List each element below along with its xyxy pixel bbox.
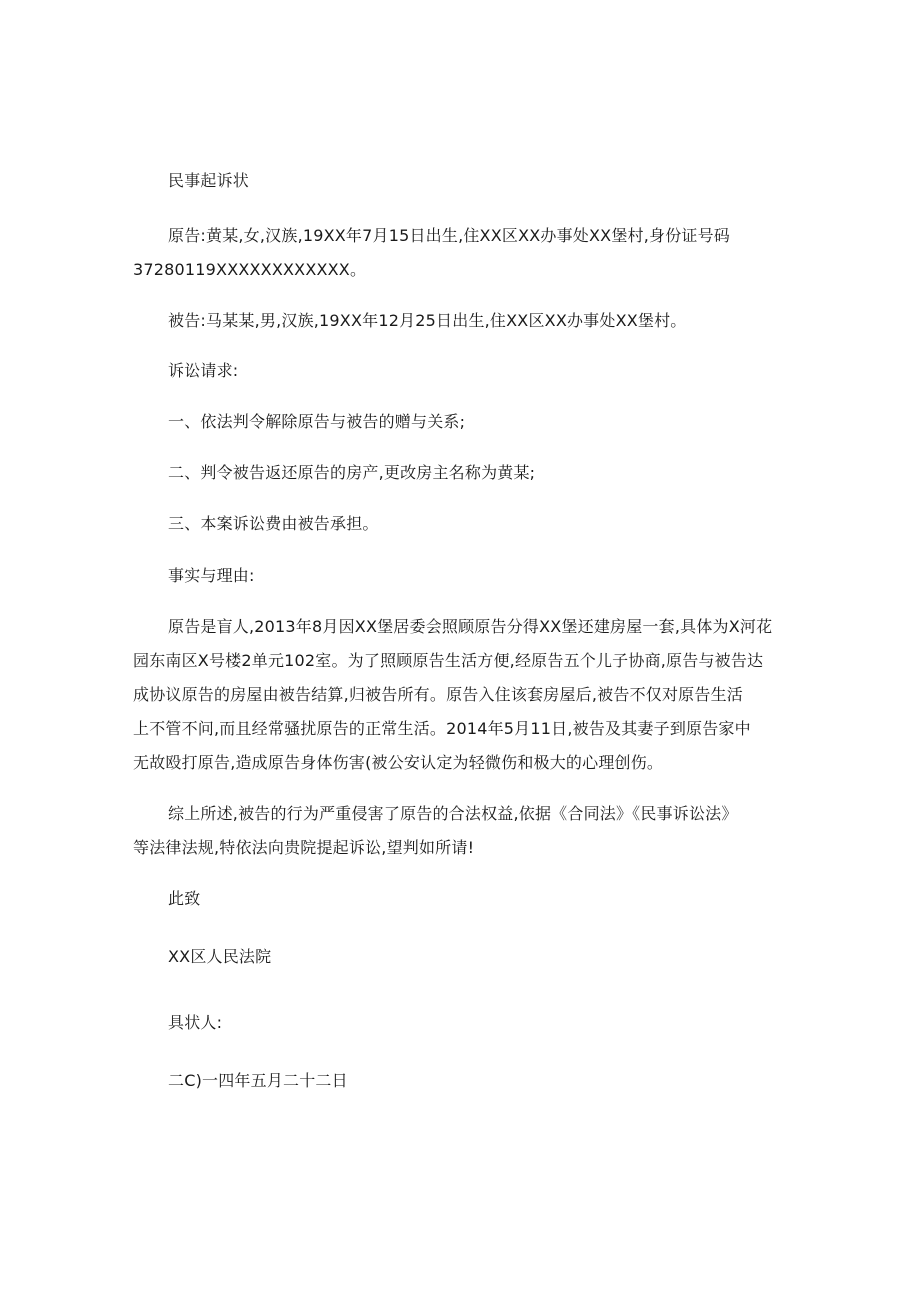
facts-line-4: 上不管不问,而且经常骚扰原告的正常生活。2014年5月11日,被告及其妻子到原告家中 — [133, 719, 751, 738]
court-name: XX区人民法院 — [168, 947, 272, 966]
defendant-line: 被告:马某某,男,汉族,19XX年12月25日出生,住XX区XX办事处XX堡村。 — [168, 311, 687, 330]
facts-heading: 事实与理由: — [168, 566, 255, 585]
document-title: 民事起诉状 — [168, 171, 250, 190]
conclusion-line-2: 等法律法规,特依法向贵院提起诉讼,望判如所请! — [133, 838, 475, 857]
facts-line-3: 成协议原告的房屋由被告结算,归被告所有。原告入住该套房屋后,被告不仅对原告生活 — [133, 685, 743, 704]
signer-label: 具状人: — [168, 1013, 223, 1032]
document-date: 二C)一四年五月二十二日 — [168, 1071, 348, 1090]
plaintiff-line-1: 原告:黄某,女,汉族,19XX年7月15日出生,住XX区XX办事处XX堡村,身份证号码 — [168, 226, 731, 245]
claim-item-3: 三、本案诉讼费由被告承担。 — [168, 514, 379, 533]
claim-item-1: 一、依法判令解除原告与被告的赠与关系; — [168, 412, 466, 431]
facts-line-2: 园东南区X号楼2单元102室。为了照顾原告生活方便,经原告五个儿子协商,原告与被告达 — [133, 651, 764, 670]
plaintiff-line-2: 37280119XXXXXXXXXXXX。 — [133, 260, 367, 279]
facts-line-5: 无故殴打原告,造成原告身体伤害(被公安认定为轻微伤和极大的心理创伤。 — [133, 753, 664, 772]
claim-item-2: 二、判令被告返还原告的房产,更改房主名称为黄某; — [168, 463, 536, 482]
claims-heading: 诉讼请求: — [168, 361, 239, 380]
salutation: 此致 — [168, 889, 201, 908]
facts-line-1: 原告是盲人,2013年8月因XX堡居委会照顾原告分得XX堡还建房屋一套,具体为X河花 — [168, 617, 773, 636]
conclusion-line-1: 综上所述,被告的行为严重侵害了原告的合法权益,依据《合同法》《民事诉讼法》 — [168, 804, 738, 823]
